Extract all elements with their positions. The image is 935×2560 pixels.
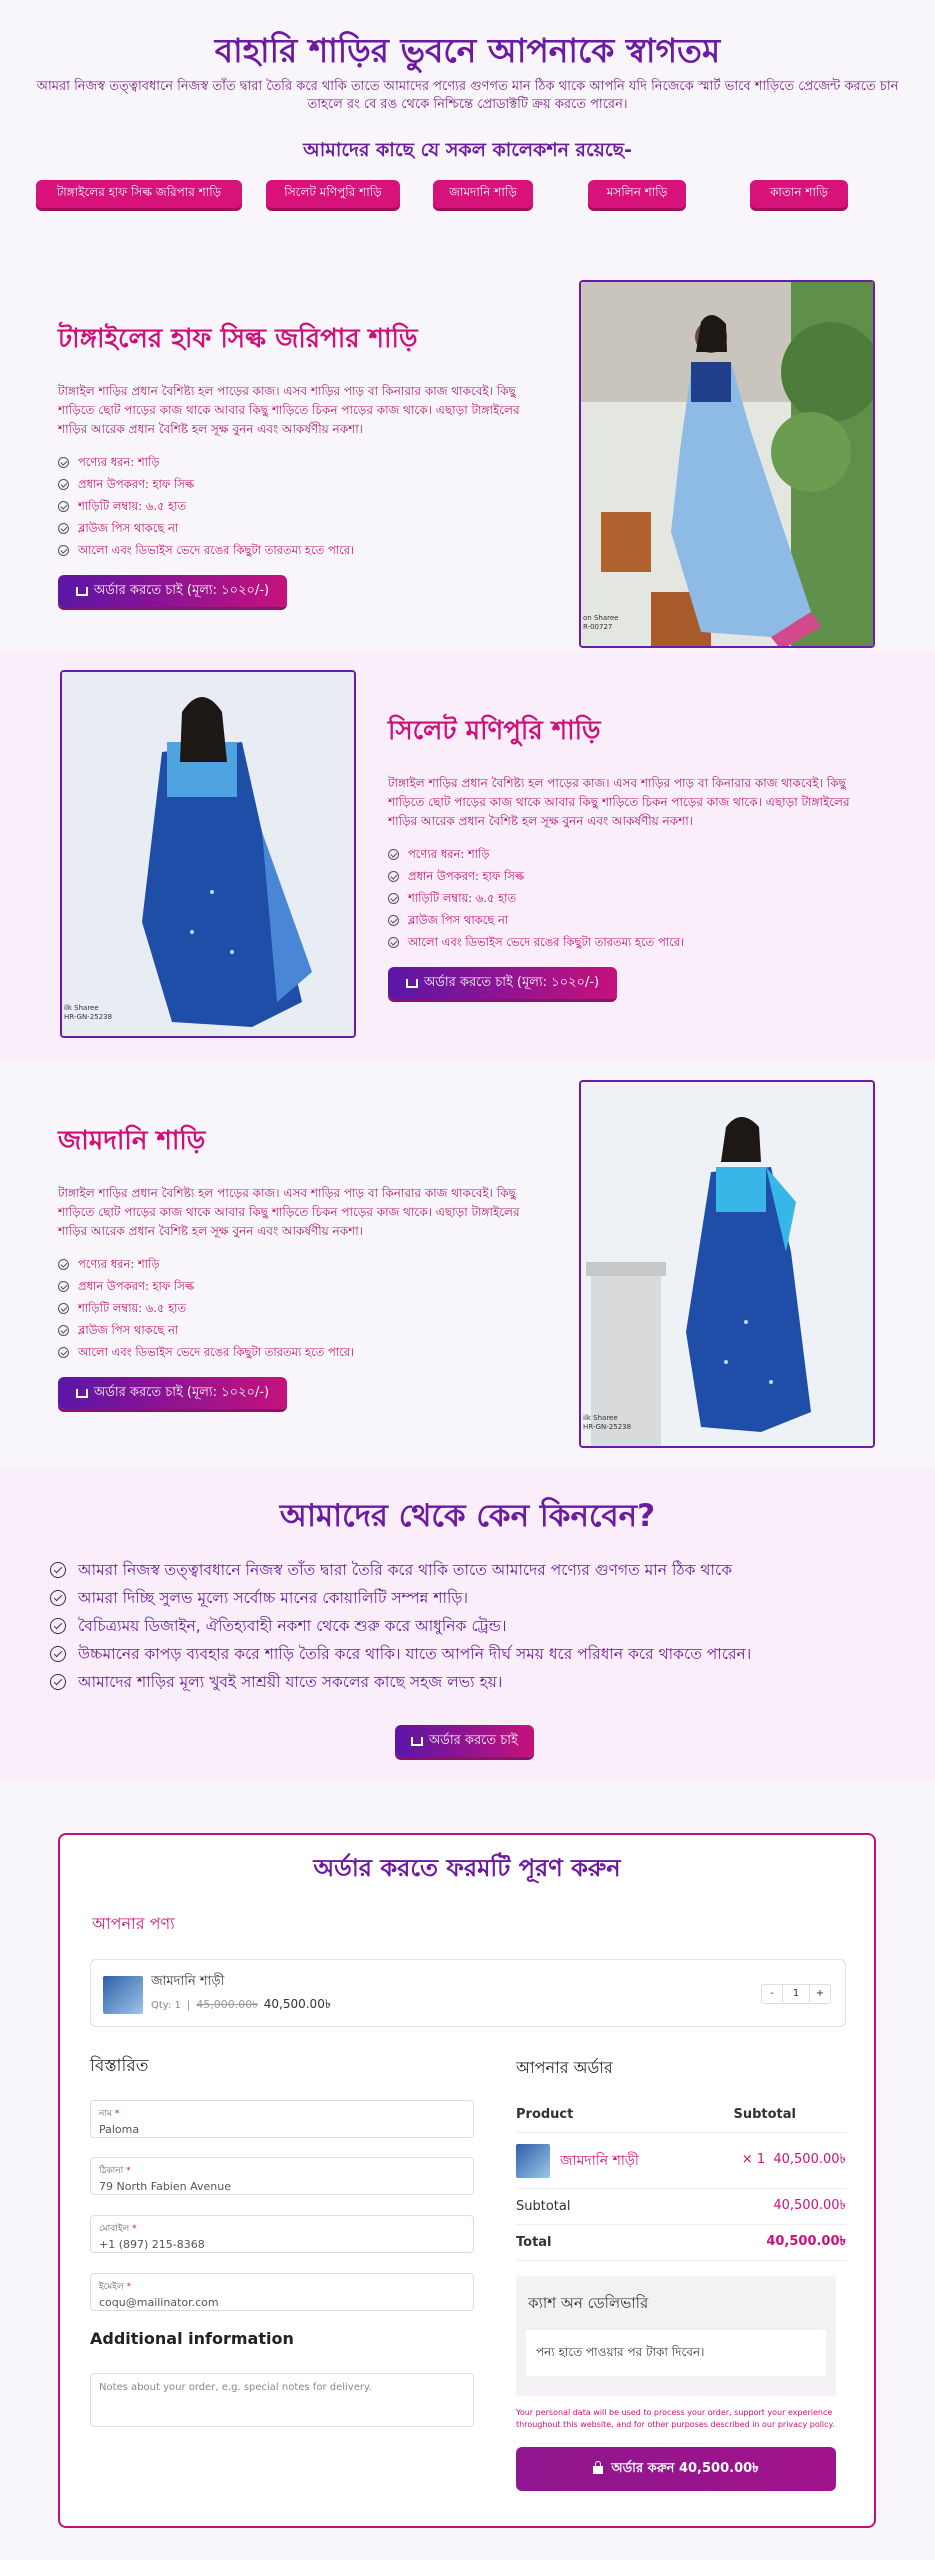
feature-item: প্রধান উপকরণ: হাফ সিল্ক xyxy=(58,473,548,495)
check-circle-icon xyxy=(58,1259,69,1270)
check-circle-icon xyxy=(50,1562,66,1578)
feature-item: শাড়িটি লম্বায়: ৬.৫ হাত xyxy=(58,495,548,517)
saree-model-photo xyxy=(62,672,356,1038)
order-button[interactable]: অর্ডার করতে চাই (মূল্য: ১০২০/-) xyxy=(58,1377,287,1409)
check-circle-icon xyxy=(388,871,399,882)
cart-item-card xyxy=(90,1959,846,2027)
total-row: Total 40,500.00৳ xyxy=(516,2225,846,2261)
cart-icon xyxy=(411,1737,423,1746)
feature-item: পণ্যের ধরন: শাড়ি xyxy=(388,843,878,865)
check-circle-icon xyxy=(58,1281,69,1292)
product-section-sylhet xyxy=(0,650,935,1060)
phone-field[interactable]: মোবাইল * +1 (897) 215-8368 xyxy=(90,2215,474,2253)
product-image xyxy=(60,670,356,1038)
cart-item-qty: Qty: 1 xyxy=(151,2000,181,2011)
order-button[interactable]: অর্ডার করতে চাই (মূল্য: ১০২০/-) xyxy=(58,575,287,607)
check-circle-icon xyxy=(388,849,399,860)
feature-item: ব্লাউজ পিস থাকছে না xyxy=(58,1319,548,1341)
check-circle-icon xyxy=(58,501,69,512)
check-circle-icon xyxy=(58,1303,69,1314)
collection-tabs xyxy=(0,180,935,220)
feature-item: আলো এবং ডিভাইস ভেদে রঙের কিছুটা তারতম্য হতে পারে। xyxy=(58,1341,548,1363)
order-notes-textarea[interactable]: Notes about your order, e.g. special notes for delivery. xyxy=(90,2373,474,2427)
why-buy-section xyxy=(0,1470,935,1780)
additional-info-heading: Additional information xyxy=(90,2329,294,2348)
check-circle-icon xyxy=(388,915,399,926)
order-form xyxy=(58,1833,876,2528)
check-circle-icon xyxy=(388,937,399,948)
qty-decrease-button[interactable]: - xyxy=(770,1988,774,1999)
why-item: আমরা দিচ্ছি সুলভ মূল্যে সর্বোচ্চ মানের কোয়ালিটি সম্পন্ন শাড়ি। xyxy=(50,1584,935,1612)
place-order-button[interactable]: অর্ডার করুন 40,500.00৳ xyxy=(516,2447,836,2491)
product-info xyxy=(388,710,878,999)
your-products-label: আপনার পণ্য xyxy=(92,1914,175,1933)
feature-list xyxy=(58,1253,548,1363)
email-field[interactable]: ইমেইল * coqu@mailinator.com xyxy=(90,2273,474,2311)
quantity-stepper xyxy=(761,1984,831,2004)
feature-item: আলো এবং ডিভাইস ভেদে রঙের কিছুটা তারতম্য হতে পারে। xyxy=(388,931,878,953)
product-section-jamdani xyxy=(0,1060,935,1470)
check-circle-icon xyxy=(58,479,69,490)
check-circle-icon xyxy=(58,1325,69,1336)
feature-list xyxy=(388,843,878,953)
name-field[interactable]: নাম * Paloma xyxy=(90,2100,474,2138)
product-thumbnail xyxy=(516,2144,550,2178)
why-item: আমাদের শাড়ির মূল্য খুবই সাশ্রয়ী যাতে সকলের কাছে সহজ লভ্য হয়। xyxy=(50,1668,935,1696)
why-list xyxy=(50,1556,935,1696)
saree-model-photo xyxy=(581,282,875,648)
tab-muslin[interactable]: মসলিন শাড়ি xyxy=(588,180,686,208)
address-field[interactable]: ঠিকানা * 79 North Fabien Avenue xyxy=(90,2157,474,2195)
feature-item: আলো এবং ডিভাইস ভেদে রঙের কিছুটা তারতম্য হতে পারে। xyxy=(58,539,548,561)
product-info xyxy=(58,318,548,607)
order-button[interactable]: অর্ডার করতে চাই (মূল্য: ১০২০/-) xyxy=(388,967,617,999)
feature-item: প্রধান উপকরণ: হাফ সিল্ক xyxy=(58,1275,548,1297)
check-circle-icon xyxy=(50,1646,66,1662)
cart-item-name: জামদানি শাড়ী xyxy=(151,1974,225,1989)
check-circle-icon xyxy=(58,523,69,534)
tab-jamdani[interactable]: জামদানি শাড়ি xyxy=(433,180,533,208)
check-circle-icon xyxy=(50,1674,66,1690)
cod-title: ক্যাশ অন ডেলিভারি xyxy=(528,2294,649,2312)
subtotal-row: Subtotal 40,500.00৳ xyxy=(516,2189,846,2225)
product-section-tangail xyxy=(0,240,935,650)
feature-item: পণ্যের ধরন: শাড়ি xyxy=(58,1253,548,1275)
details-heading: বিস্তারিত xyxy=(90,2056,149,2076)
image-caption: on Sharee R-00727 xyxy=(583,614,619,631)
cart-icon xyxy=(76,587,88,596)
feature-item: ব্লাউজ পিস থাকছে না xyxy=(388,909,878,931)
lock-icon xyxy=(593,2466,603,2474)
feature-item: শাড়িটি লম্বায়: ৬.৫ হাত xyxy=(58,1297,548,1319)
your-order-heading: আপনার অর্ডার xyxy=(516,2058,613,2077)
product-title: সিলেট মণিপুরি শাড়ি xyxy=(388,716,601,746)
hero-section xyxy=(0,0,935,240)
why-item: বৈচিত্র্যময় ডিজাইন, ঐতিহ্যবাহী নকশা থেকে শুরু করে আধুনিক ট্রেন্ড। xyxy=(50,1612,935,1640)
image-caption: ilk Sharee HR-GN-25238 xyxy=(64,1004,113,1021)
product-description: টাঙ্গাইল শাড়ির প্রধান বৈশিষ্ট্য হল পাড়ের কাজ। এসব শাড়ির পাড় বা কিনারার কাজ থাকবেই। কিছু শাড়িতে ছোট পাড়ের কাজ থাকে আবার কিছু শাড়িতে চিকন পাড়ের কাজ থাকে। এছাড়া টাঙ্গাইলের শাড়ির আরেক প্রধান বৈশিষ্ট হল সূক্ষ বুনন এবং আকর্ষণীয় নকশা। xyxy=(388,776,850,828)
why-item: উচ্চমানের কাপড় ব্যবহার করে শাড়ি তৈরি করে থাকি। যাতে আপনি দীর্ঘ সময় ধরে পরিধান করে থাকতে পারেন। xyxy=(50,1640,935,1668)
check-circle-icon xyxy=(58,1347,69,1358)
tab-tangail-half-silk[interactable]: টাঙ্গাইলের হাফ সিল্ক জরিপার শাড়ি xyxy=(36,180,242,208)
cod-description: পন্য হাতে পাওয়ার পর টাকা দিবেন। xyxy=(526,2330,826,2376)
product-thumbnail xyxy=(103,1976,143,2014)
check-circle-icon xyxy=(50,1590,66,1606)
qty-input[interactable]: 1 xyxy=(782,1985,810,2003)
why-item: আমরা নিজস্ব তত্ত্বাবধানে নিজস্ব তাঁত দ্বারা তৈরি করে থাকি তাতে আমাদের পণ্যের গুণগত মান ঠিক থাকে xyxy=(50,1556,935,1584)
feature-item: ব্লাউজ পিস থাকছে না xyxy=(58,517,548,539)
qty-increase-button[interactable]: + xyxy=(815,1988,825,1999)
product-description: টাঙ্গাইল শাড়ির প্রধান বৈশিষ্ট্য হল পাড়ের কাজ। এসব শাড়ির পাড় বা কিনারার কাজ থাকবেই। কিছু শাড়িতে ছোট পাড়ের কাজ থাকে আবার কিছু শাড়িতে চিকন পাড়ের কাজ থাকে। এছাড়া টাঙ্গাইলের শাড়ির আরেক প্রধান বৈশিষ্ট হল সূক্ষ বুনন এবং আকর্ষণীয় নকশা। xyxy=(58,384,520,436)
saree-model-photo xyxy=(581,1082,875,1448)
product-info xyxy=(58,1120,548,1409)
collections-heading: আমাদের কাছে যে সকল কালেকশন রয়েছে- xyxy=(303,139,632,161)
old-price: 45,000.00৳ xyxy=(196,1998,258,2011)
order-now-button[interactable]: অর্ডার করতে চাই xyxy=(395,1725,534,1757)
product-title: জামদানি শাড়ি xyxy=(58,1126,206,1156)
cash-on-delivery-box[interactable] xyxy=(516,2276,836,2396)
feature-item: শাড়িটি লম্বায়: ৬.৫ হাত xyxy=(388,887,878,909)
price: 40,500.00৳ xyxy=(263,1997,331,2011)
check-circle-icon xyxy=(58,545,69,556)
product-image xyxy=(579,1080,875,1448)
form-title: অর্ডার করতে ফরমটি পূরণ করুন xyxy=(313,1854,621,1882)
product-title: টাঙ্গাইলের হাফ সিল্ক জরিপার শাড়ি xyxy=(58,324,418,354)
privacy-notice: Your personal data will be used to process your order, support your experience throughout this website, and for other purposes described in our privacy policy. xyxy=(516,2408,835,2429)
order-summary-table xyxy=(516,2097,846,2261)
tab-sylhet-manipuri[interactable]: সিলেট মণিপুরি শাড়ি xyxy=(266,180,400,208)
feature-list xyxy=(58,451,548,561)
feature-item: প্রধান উপকরণ: হাফ সিল্ক xyxy=(388,865,878,887)
why-title: আমাদের থেকে কেন কিনবেন? xyxy=(279,1498,656,1534)
check-circle-icon xyxy=(50,1618,66,1634)
check-circle-icon xyxy=(58,457,69,468)
cart-item-meta: Qty: 1 | 45,000.00৳ 40,500.00৳ xyxy=(151,1996,331,2016)
check-circle-icon xyxy=(388,893,399,904)
summary-item-row: জামদানি শাড়ী × 1 40,500.00৳ xyxy=(516,2133,846,2189)
product-image xyxy=(579,280,875,648)
summary-header-row: Product Subtotal xyxy=(516,2097,846,2133)
hero-title: বাহারি শাড়ির ভুবনে আপনাকে স্বাগতম xyxy=(214,31,721,70)
feature-item: পণ্যের ধরন: শাড়ি xyxy=(58,451,548,473)
image-caption: ilk Sharee HR-GN-25238 xyxy=(583,1414,632,1431)
tab-katan[interactable]: কাতান শাড়ি xyxy=(750,180,848,208)
cart-icon xyxy=(406,979,418,988)
product-description: টাঙ্গাইল শাড়ির প্রধান বৈশিষ্ট্য হল পাড়ের কাজ। এসব শাড়ির পাড় বা কিনারার কাজ থাকবেই। কিছু শাড়িতে ছোট পাড়ের কাজ থাকে আবার কিছু শাড়িতে চিকন পাড়ের কাজ থাকে। এছাড়া টাঙ্গাইলের শাড়ির আরেক প্রধান বৈশিষ্ট হল সূক্ষ বুনন এবং আকর্ষণীয় নকশা। xyxy=(58,1186,520,1238)
hero-lead: আমরা নিজস্ব তত্ত্বাবধানে নিজস্ব তাঁত দ্বারা তৈরি করে থাকি তাতে আমাদের পণ্যের গুণগত মান ঠিক থাকে আপনি যদি নিজেকে স্মার্ট ভাবে শাড়িতে প্রেজেন্ট করতে চান তাহলে রং বে রঙ থেকে নিশ্চিন্তে প্রোডাক্টটি ক্রয় করতে পারেন। xyxy=(36,79,899,112)
cart-icon xyxy=(76,1389,88,1398)
